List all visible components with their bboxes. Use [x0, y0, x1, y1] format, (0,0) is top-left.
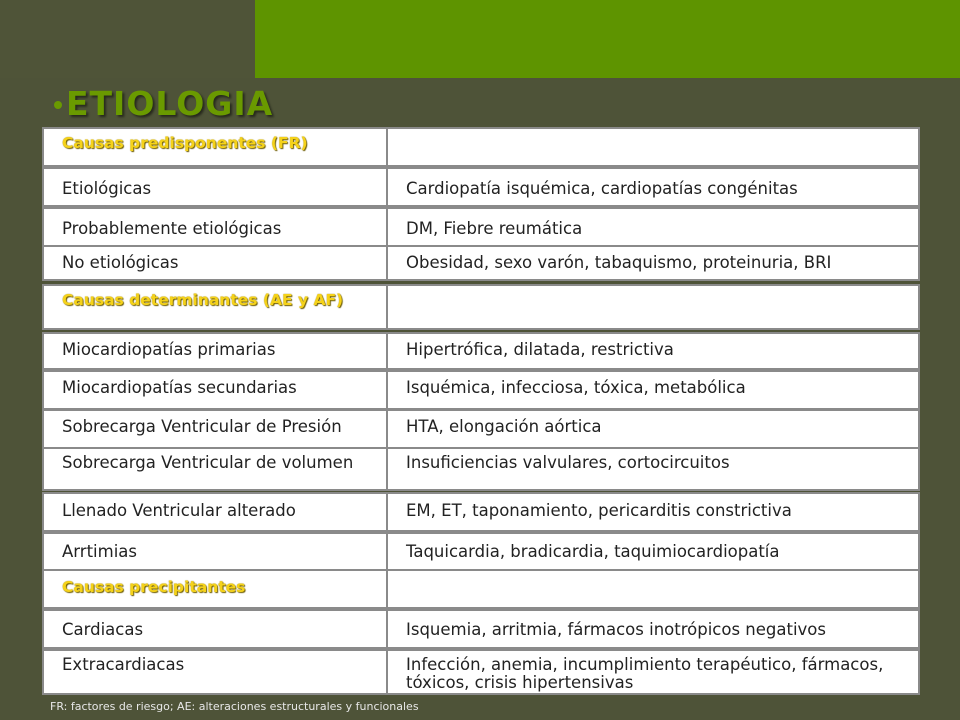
table-row — [42, 609, 920, 649]
table-row — [42, 447, 920, 491]
table-row — [42, 409, 920, 449]
cause-cell: Sobrecarga Ventricular de volumen — [42, 447, 388, 491]
table-row — [42, 492, 920, 532]
cause-cell: Miocardiopatías primarias — [42, 332, 388, 370]
cause-cell: Cardiacas — [42, 609, 388, 649]
table-row — [42, 649, 920, 695]
table-row — [42, 207, 920, 247]
description-cell: Isquémica, infecciosa, tóxica, metabólica — [388, 370, 920, 410]
description-cell: Infección, anemia, incumplimiento terapéutico, fármacos, tóxicos, crisis hipertensivas — [388, 649, 920, 695]
green-header-block — [255, 0, 960, 78]
section-header-empty-cell — [388, 127, 920, 167]
section-header-cell: Causas predisponentes (FR) — [42, 127, 388, 167]
table-row — [42, 332, 920, 370]
description-cell: Hipertrófica, dilatada, restrictiva — [388, 332, 920, 370]
section-header-empty-cell — [388, 569, 920, 609]
description-cell: Insuficiencias valvulares, cortocircuitos — [388, 447, 920, 491]
cause-cell: Probablemente etiológicas — [42, 207, 388, 247]
footnote: FR: factores de riesgo; AE: alteraciones estructurales y funcionales — [50, 700, 419, 713]
table-row — [42, 167, 920, 207]
cause-cell: Arrtimias — [42, 532, 388, 572]
description-cell: Obesidad, sexo varón, tabaquismo, proteinuria, BRI — [388, 245, 920, 281]
table-row — [42, 569, 920, 609]
table-row — [42, 284, 920, 330]
section-header-cell: Causas determinantes (AE y AF) — [42, 284, 388, 330]
cause-cell: Etiológicas — [42, 167, 388, 207]
table-row — [42, 127, 920, 167]
table-row — [42, 532, 920, 572]
cause-cell: Llenado Ventricular alterado — [42, 492, 388, 532]
slide-title-text: ETIOLOGIA — [66, 84, 274, 123]
bullet-icon — [54, 101, 62, 109]
description-cell: Isquemia, arritmia, fármacos inotrópicos negativos — [388, 609, 920, 649]
description-cell: EM, ET, taponamiento, pericarditis constrictiva — [388, 492, 920, 532]
section-header-empty-cell — [388, 284, 920, 330]
description-cell: Taquicardia, bradicardia, taquimiocardiopatía — [388, 532, 920, 572]
cause-cell: No etiológicas — [42, 245, 388, 281]
description-cell: Cardiopatía isquémica, cardiopatías congénitas — [388, 167, 920, 207]
description-cell: HTA, elongación aórtica — [388, 409, 920, 449]
description-cell: DM, Fiebre reumática — [388, 207, 920, 247]
slide-title — [54, 84, 273, 123]
cause-cell: Sobrecarga Ventricular de Presión — [42, 409, 388, 449]
cause-cell: Miocardiopatías secundarias — [42, 370, 388, 410]
top-left-strip — [0, 0, 255, 78]
table-row — [42, 245, 920, 281]
cause-cell: Extracardiacas — [42, 649, 388, 695]
table-row — [42, 370, 920, 410]
section-header-cell: Causas precipitantes — [42, 569, 388, 609]
